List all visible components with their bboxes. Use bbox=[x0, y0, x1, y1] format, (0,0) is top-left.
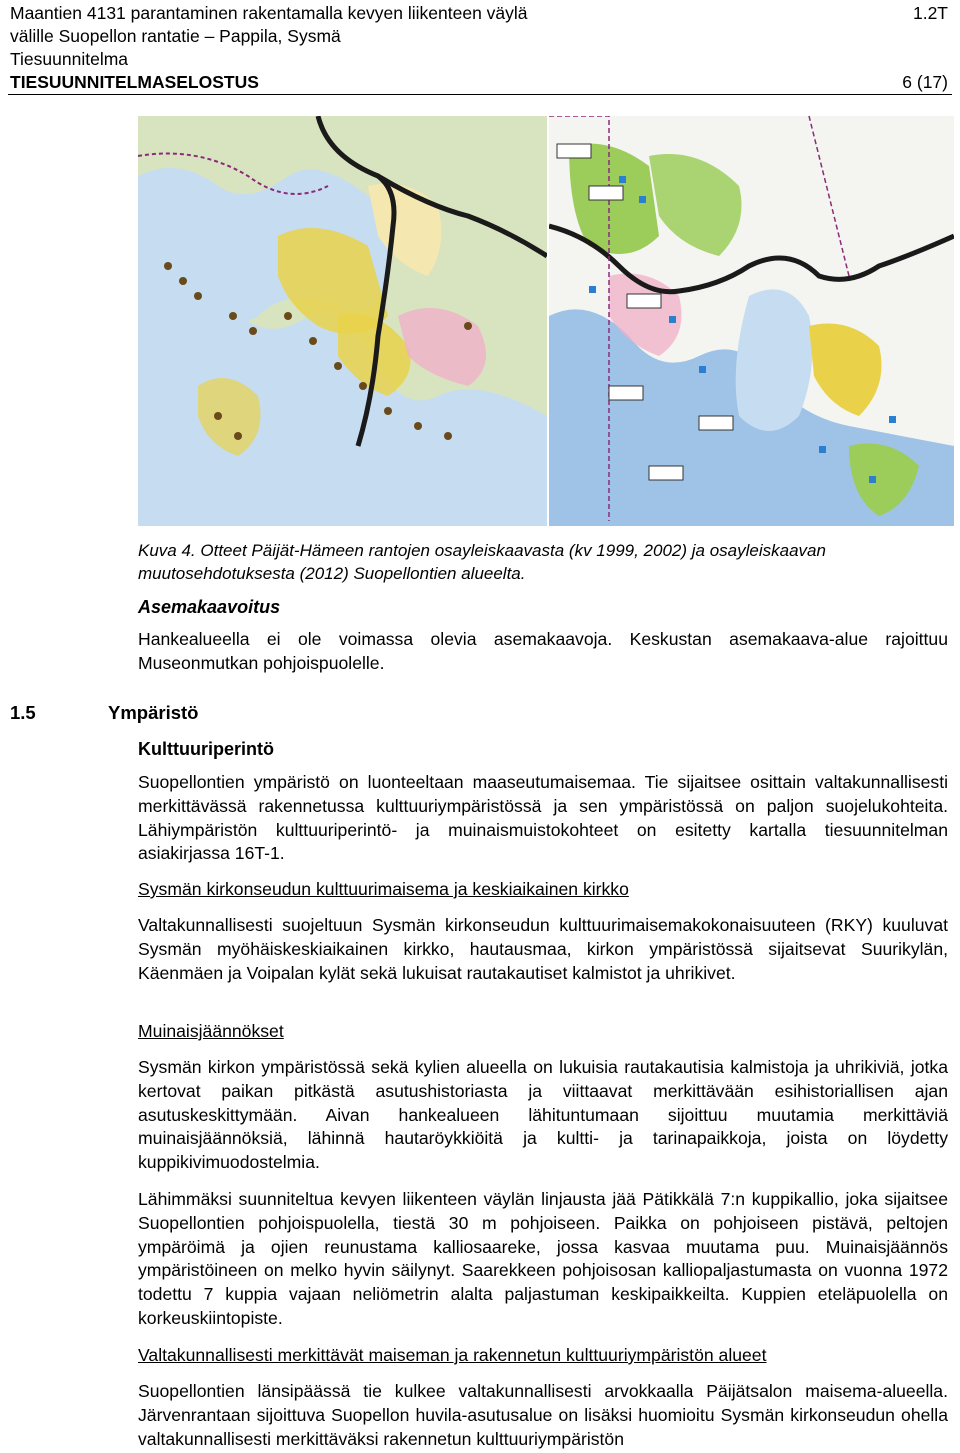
map-left bbox=[138, 116, 547, 526]
muinaisjaannokset-text-2: Lähimmäksi suunniteltua kevyen liikenteen väylän linjausta jää Pätikkälä 7:n kuppikallio, joka sijaitsee Suopellontien pohjoispuolella, tiestä 30 m pohjoiseen. Paikka on pohjoiseen pistävä, peltojen ympäröimä ja ojien reunustama kalliosaareke, jossa kasvaa muutama puu. Muinaisjäännös ympäristöineen on melko hyvin säilynyt. Saarekkeen pohjoisosan kalliopaljastumasta on vuonna 1972 todettu 7 kuppia vajaan neliömetrin alalta paljastuman keskipaikkeilta. Kuppien eteläpuolella on korkeuskiintopiste. bbox=[138, 1189, 948, 1328]
kirkko-heading: Sysmän kirkonseudun kulttuurimaisema ja keskiaikainen kirkko bbox=[138, 879, 629, 899]
section-title: Ympäristö bbox=[108, 702, 199, 723]
map-right-drawing bbox=[549, 116, 954, 526]
header-route: välille Suopellon rantatie – Pappila, Sysmä bbox=[10, 26, 341, 46]
asemakaavoitus-text: Hankealueella ei ole voimassa olevia asemakaavoja. Keskustan asemakaava-alue rajoittuu Museonmutkan pohjoispuolelle. bbox=[138, 629, 948, 673]
kulttuuriperinto-intro: Suopellontien ympäristö on luonteeltaan maaseutumaisemaa. Tie sijaitsee osittain valtakunnallisesti merkittävässä rakennetussa kulttuuriympäristössä ja sen ympäristössä on paljon suojelukohteita. Lähiympäristön kulttuuriperintö- ja muinaismuistokohteet on esitetty kartalla tiesuunnitelman asiakirjassa 16T-1. bbox=[138, 772, 948, 864]
map-right bbox=[549, 116, 954, 526]
muinaisjaannokset-heading: Muinaisjäännökset bbox=[138, 1021, 284, 1041]
maisema-text: Suopellontien länsipäässä tie kulkee valtakunnallisesti arvokkaalla Päijätsalon maisema-alueella. Järvenrantaan sijoittuva Suopellon huvila-asutusalue on lisäksi huomioitu Sysmän kirkonseudun ohella valtakunnallisesti merkittäväksi rakennetun kulttuuriympäristön bbox=[138, 1381, 948, 1449]
maisema-heading: Valtakunnallisesti merkittävät maiseman ja rakennetun kulttuuriympäristön alueet bbox=[138, 1345, 767, 1365]
asemakaavoitus-heading: Asemakaavoitus bbox=[138, 597, 281, 617]
header-page-number: 6 (17) bbox=[902, 72, 948, 92]
header-document-type: TIESUUNNITELMASELOSTUS bbox=[10, 72, 259, 92]
map-left-drawing bbox=[138, 116, 547, 526]
kirkko-text: Valtakunnallisesti suojeltuun Sysmän kirkonseudun kulttuurimaisemakokonaisuuteen (RKY) kuuluvat Sysmän myöhäiskeskiaikainen kirkko, hautausmaa, kirkon ympäristössä sijaitsevat Suurikylän, Käenmäen ja Voipalan kylät sekä lukuisat rautakautiset kalmistot ja uhrikivet. bbox=[138, 915, 948, 983]
header-project-title: Maantien 4131 parantaminen rakentamalla kevyen liikenteen väylä bbox=[10, 3, 528, 23]
header-rule bbox=[8, 94, 952, 95]
section-number: 1.5 bbox=[10, 702, 36, 723]
header-doc-code: 1.2T bbox=[912, 3, 948, 23]
muinaisjaannokset-text-1: Sysmän kirkon ympäristössä sekä kylien alueella on lukuisia rautakautisia kalmistoja ja uhrikiviä, jotka kertovat paikan pitkästä asutushistoriasta ja viittaavat merkittävään esihistoriallisen ajan asutuskeskittymään. Aivan hankealueen lähituntumaan sijoittuu muutamia merkittäviä muinaisjäännöksiä, lähinnä hautaröykkiöitä ja kultti- ja tarinapaikkoja, joista on löydetty kuppikivimuodostelmia. bbox=[138, 1057, 948, 1173]
kulttuuriperinto-heading: Kulttuuriperintö bbox=[138, 739, 274, 759]
header-plan-type: Tiesuunnitelma bbox=[10, 49, 129, 69]
figure-caption: Kuva 4. Otteet Päijät-Hämeen rantojen osayleiskaavasta (kv 1999, 2002) ja osayleiskaavan muutosehdotuksesta (2012) Suopellontien alueelta. bbox=[138, 541, 826, 583]
